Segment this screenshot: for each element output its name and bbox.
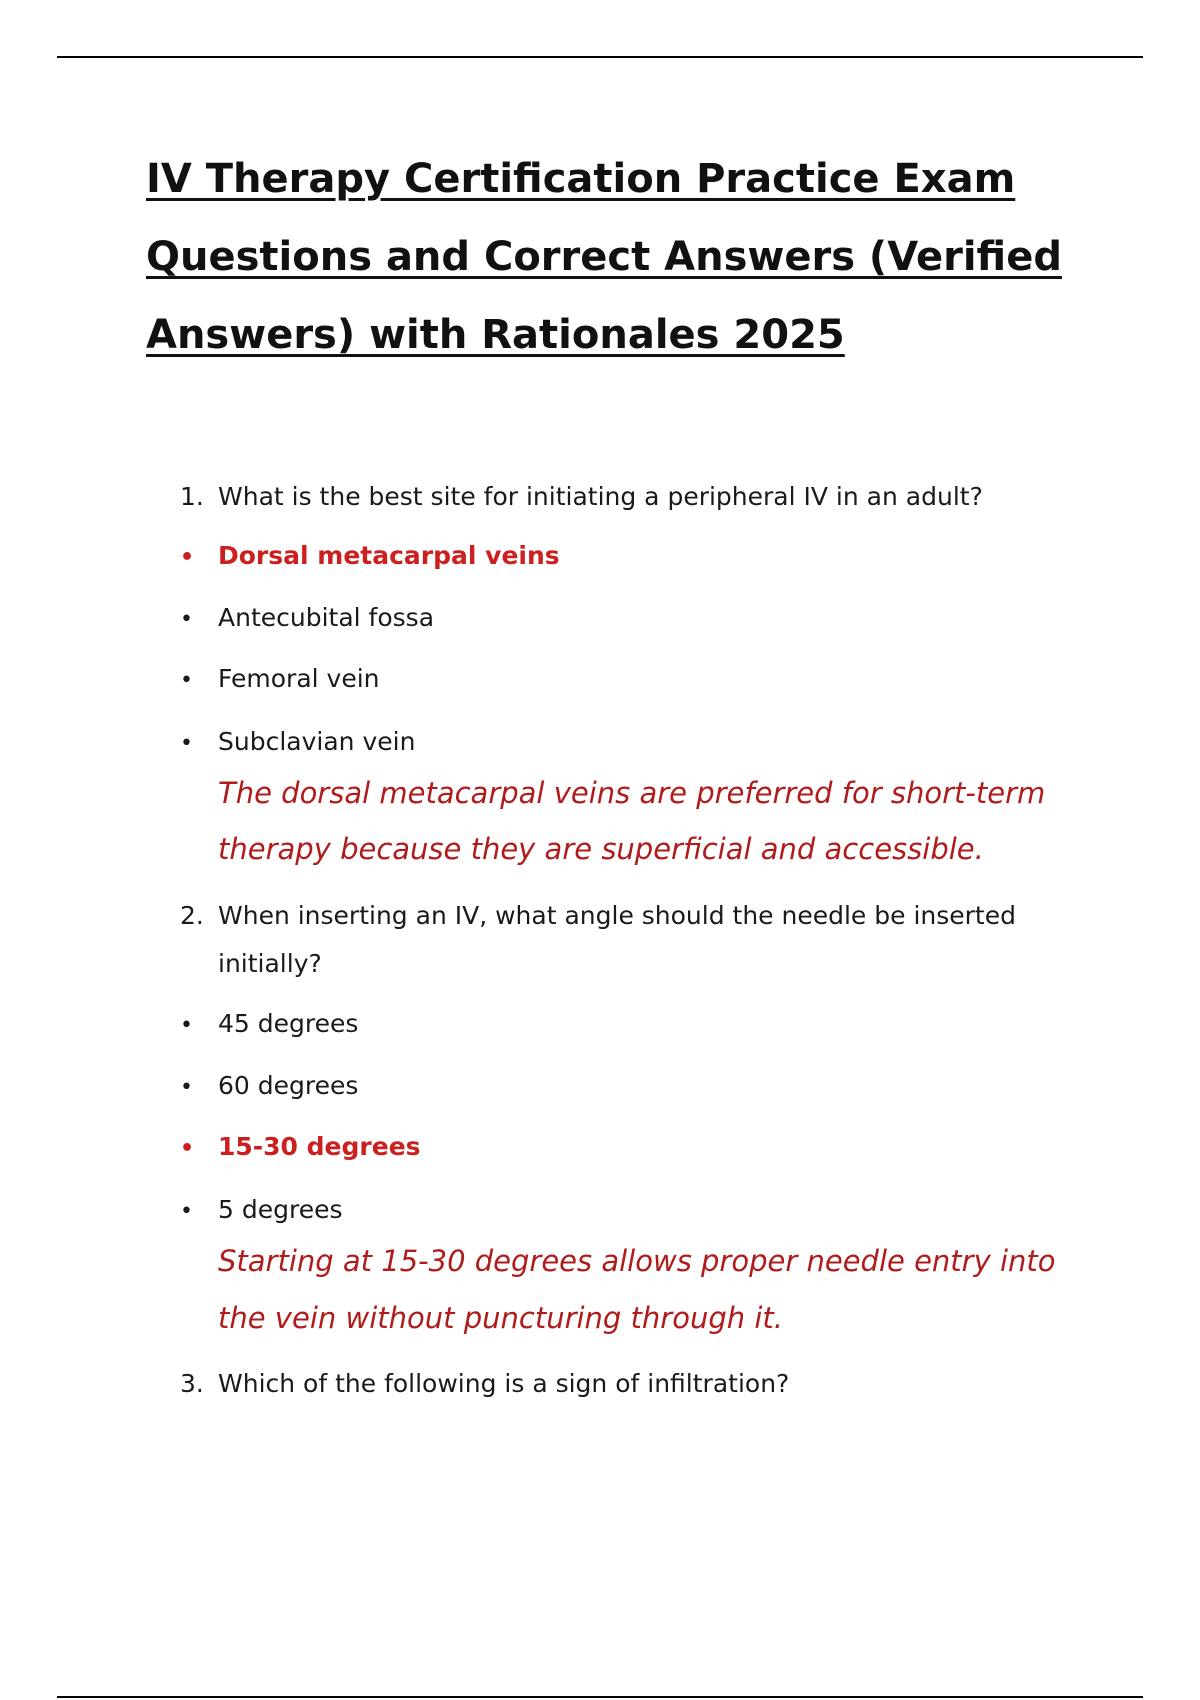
bullet-icon: • bbox=[180, 731, 193, 756]
option-1b bbox=[180, 598, 434, 640]
question-1 bbox=[180, 473, 983, 521]
option-2c bbox=[180, 1127, 421, 1169]
bullet-icon: • bbox=[180, 545, 195, 570]
rationale-1-line-1: The dorsal metacarpal veins are preferred for short-term bbox=[218, 776, 1046, 810]
option-text: 15-30 degrees bbox=[218, 1132, 421, 1161]
rationale-2-line-2: the vein without puncturing through it. bbox=[218, 1301, 784, 1335]
option-text: 5 degrees bbox=[218, 1195, 343, 1224]
question-2-continued: initially? bbox=[218, 949, 322, 978]
bullet-icon: • bbox=[180, 607, 193, 632]
option-text: Antecubital fossa bbox=[218, 603, 435, 632]
bullet-icon: • bbox=[180, 1199, 193, 1224]
bullet-icon: • bbox=[180, 1013, 193, 1038]
option-2b bbox=[180, 1066, 358, 1108]
question-3 bbox=[180, 1360, 789, 1408]
option-1c bbox=[180, 659, 380, 701]
option-2a bbox=[180, 1004, 358, 1046]
question-number: 2. bbox=[180, 901, 204, 930]
title-line-1: IV Therapy Certification Practice Exam bbox=[146, 156, 1016, 202]
bullet-icon: • bbox=[180, 668, 193, 693]
question-number: 3. bbox=[180, 1369, 204, 1398]
title-line-2: Questions and Correct Answers (Verified bbox=[146, 234, 1062, 280]
option-text: Femoral vein bbox=[218, 664, 380, 693]
option-1a bbox=[180, 536, 560, 578]
option-text: 60 degrees bbox=[218, 1071, 359, 1100]
option-text: Subclavian vein bbox=[218, 727, 416, 756]
rationale-2-line-1: Starting at 15-30 degrees allows proper needle entry into bbox=[218, 1244, 1056, 1278]
option-1d bbox=[180, 722, 415, 764]
question-text: When inserting an IV, what angle should the needle be inserted bbox=[218, 901, 1016, 930]
bottom-rule bbox=[57, 1696, 1143, 1698]
bullet-icon: • bbox=[180, 1136, 195, 1161]
option-text: Dorsal metacarpal veins bbox=[218, 541, 560, 570]
rationale-1-line-2: therapy because they are superficial and accessible. bbox=[218, 832, 984, 866]
bullet-icon: • bbox=[180, 1075, 193, 1100]
option-text: 45 degrees bbox=[218, 1009, 359, 1038]
question-text: Which of the following is a sign of infiltration? bbox=[218, 1369, 790, 1398]
option-2d bbox=[180, 1190, 343, 1232]
title-line-3: Answers) with Rationales 2025 bbox=[146, 312, 845, 358]
question-number: 1. bbox=[180, 482, 204, 511]
question-2 bbox=[180, 892, 1016, 940]
question-text: What is the best site for initiating a peripheral IV in an adult? bbox=[218, 482, 983, 511]
